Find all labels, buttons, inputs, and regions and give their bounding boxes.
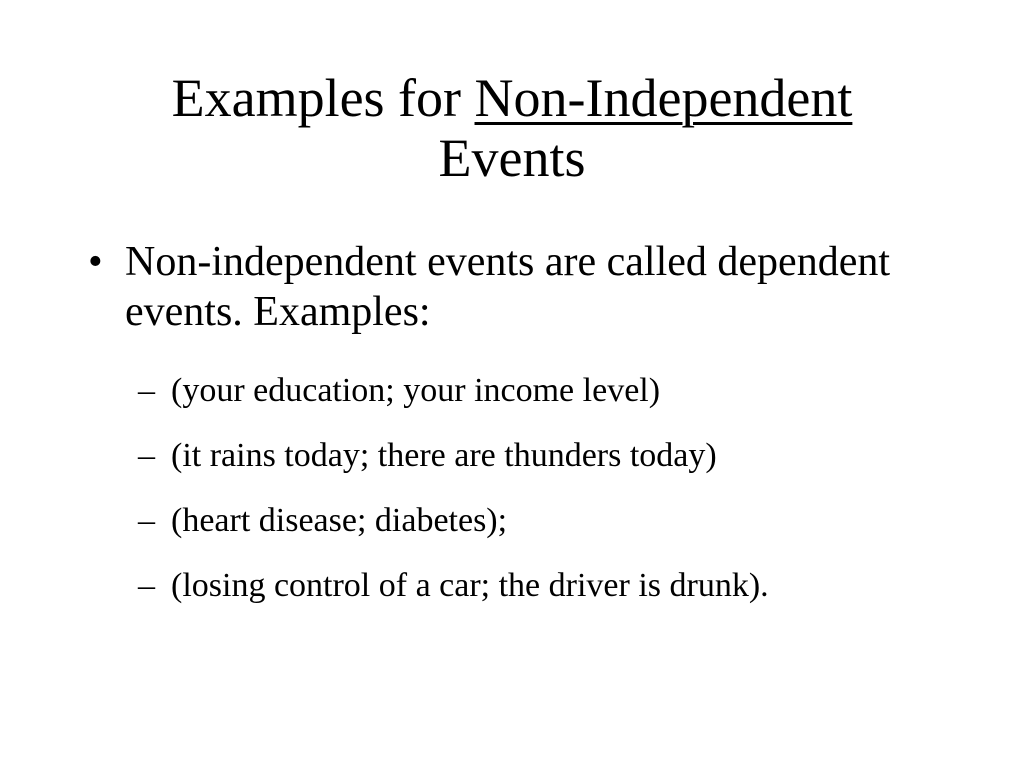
sub-bullet-marker: – [138, 567, 155, 605]
examples-list [138, 370, 958, 631]
example-item [138, 370, 958, 412]
example-text: (losing control of a car; the driver is drunk). [171, 567, 769, 605]
bullet-marker: • [88, 239, 103, 285]
sub-bullet-marker: – [138, 372, 155, 409]
title-prefix: Examples for [171, 68, 475, 128]
example-item [138, 565, 958, 607]
example-item [138, 435, 958, 477]
sub-bullet-marker: – [138, 437, 155, 475]
title-suffix: Events [438, 128, 586, 189]
example-text: (heart disease; diabetes); [171, 502, 508, 540]
example-text: (it rains today; there are thunders today) [171, 437, 717, 475]
main-bullet [88, 237, 968, 338]
title-emphasis: Non-Independent [474, 68, 853, 128]
title-line-1 [60, 68, 964, 128]
example-text: (your education; your income level) [171, 372, 661, 409]
slide-title [60, 68, 964, 189]
sub-bullet-marker: – [138, 502, 155, 540]
example-item [138, 500, 958, 542]
main-bullet-text: Non-independent events are called dependent events. Examples: [125, 239, 891, 336]
